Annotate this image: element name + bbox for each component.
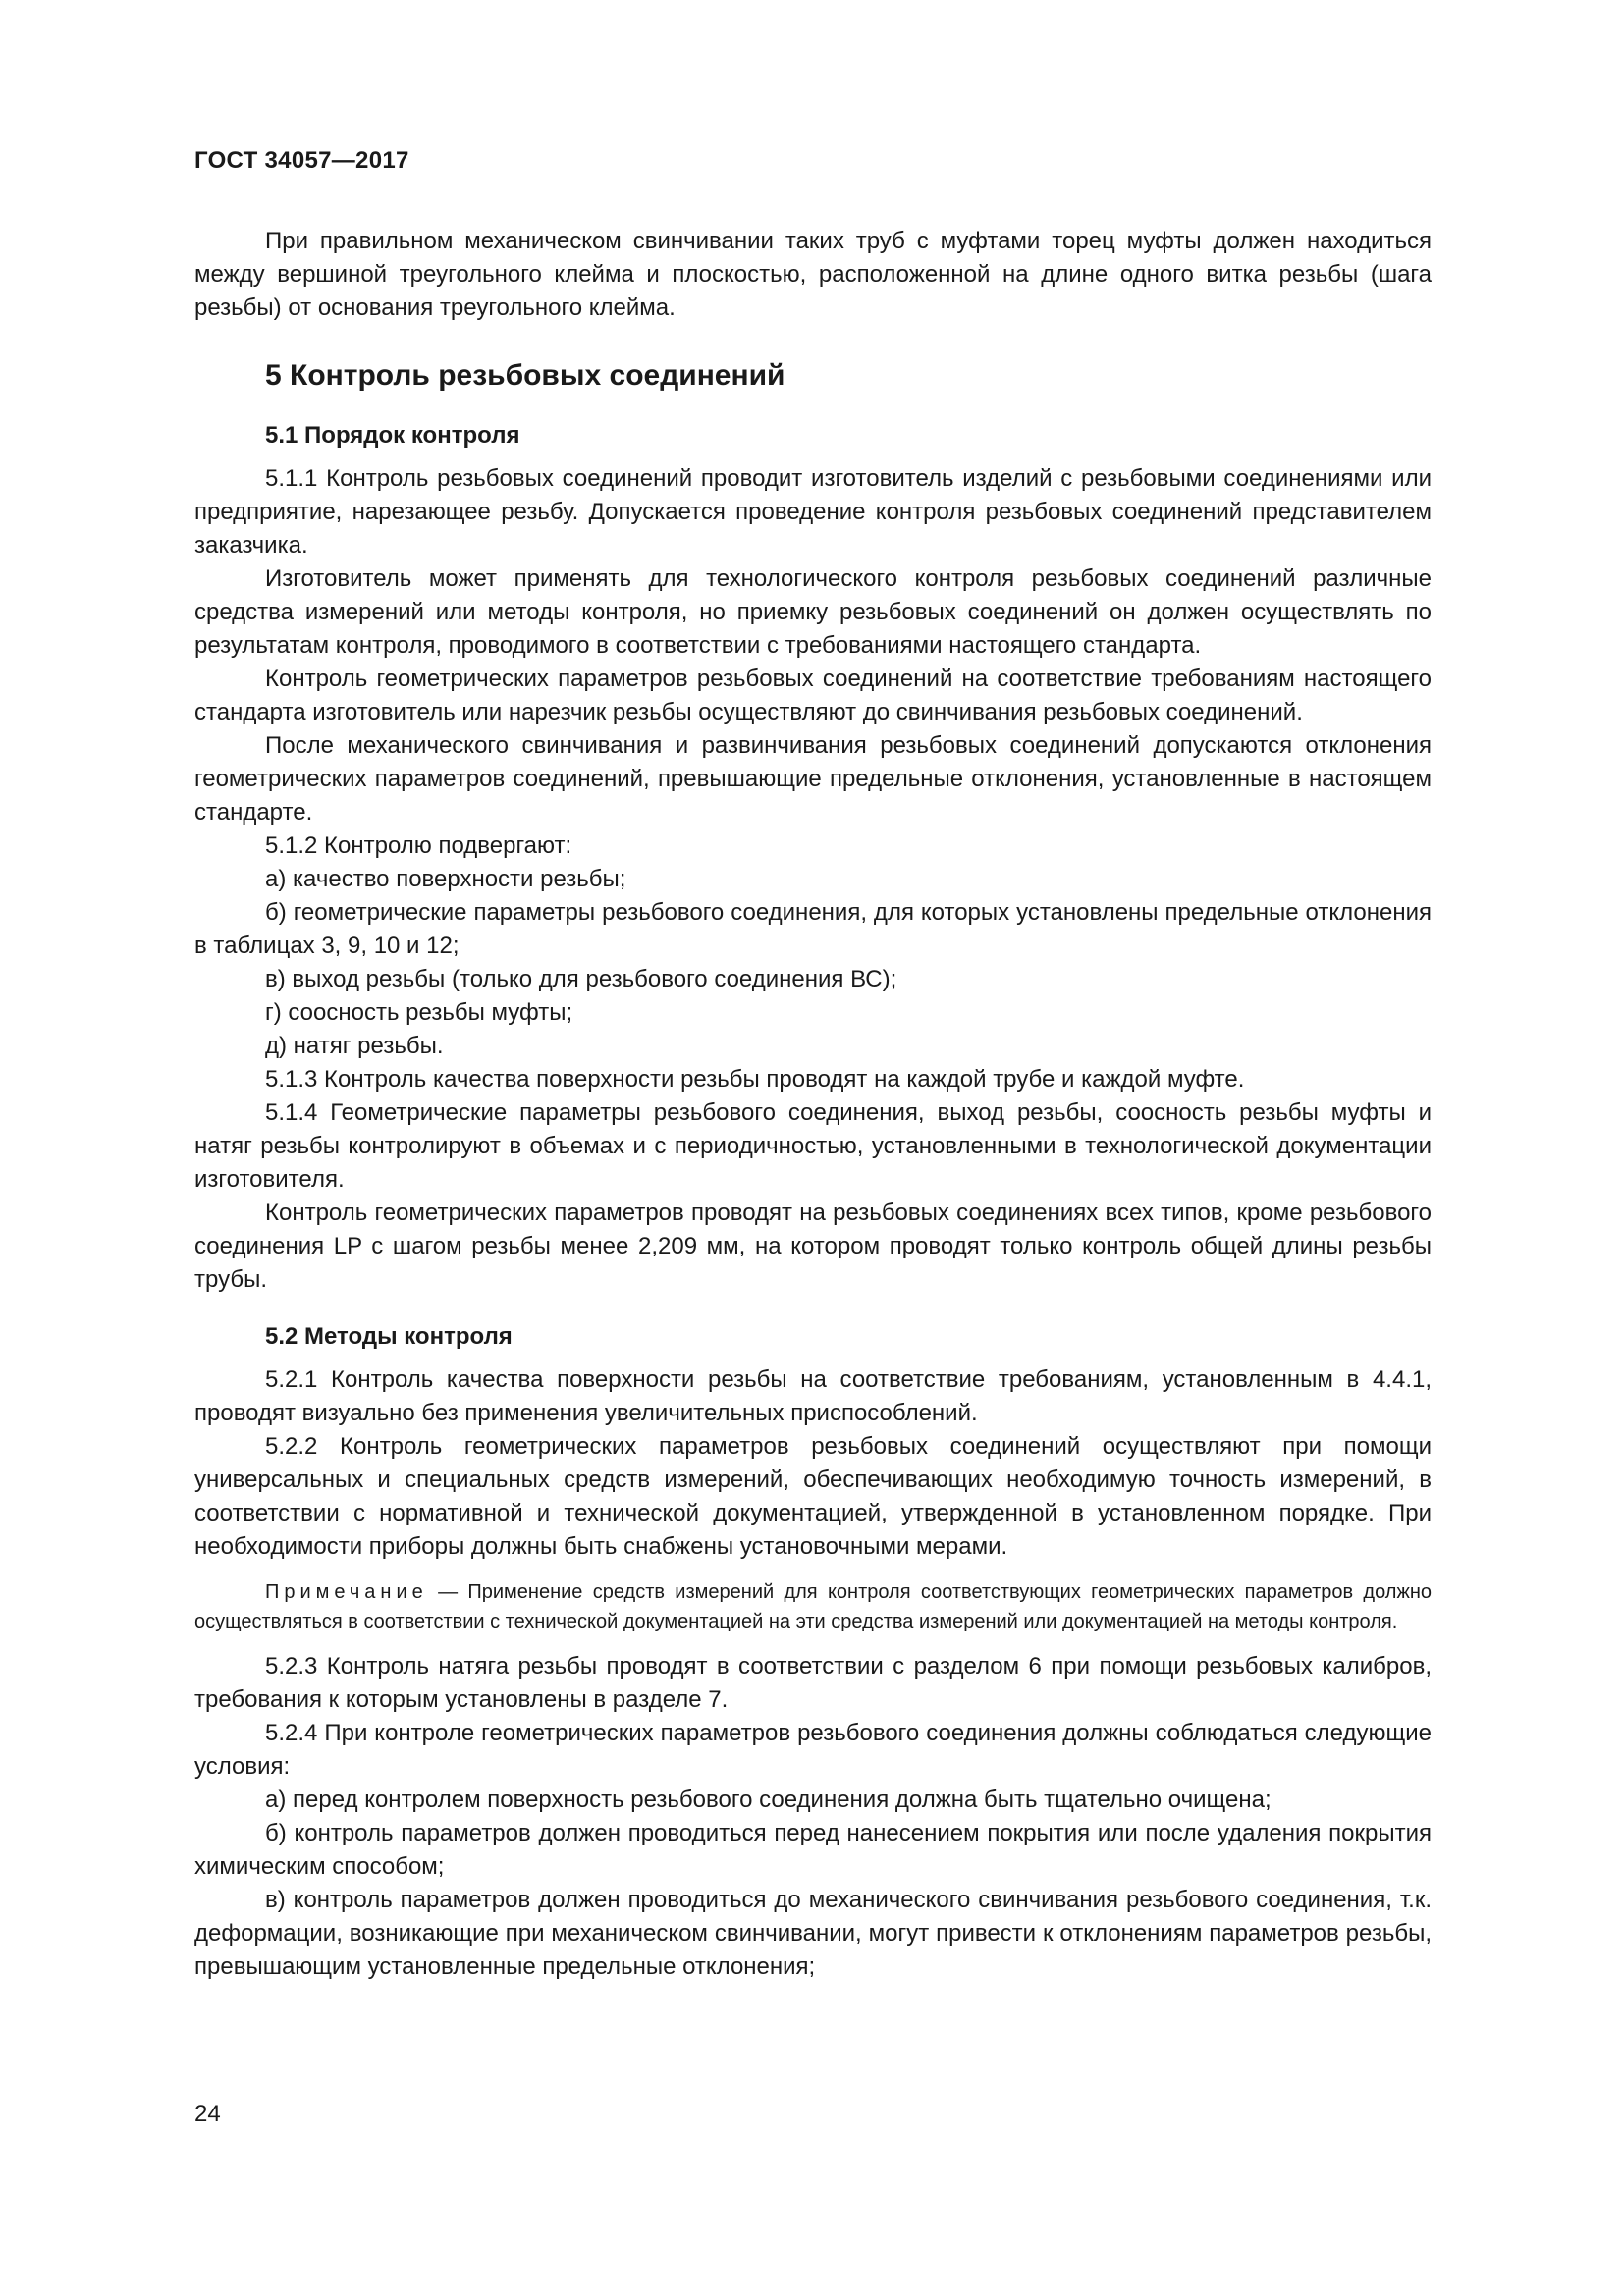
- list-item-g: г) соосность резьбы муфты;: [265, 999, 573, 1026]
- document-body: [194, 225, 1432, 1984]
- subsection-title-5-2: 5.2 Методы контроля: [265, 1323, 513, 1350]
- paragraph-5-1-2: 5.1.2 Контролю подвергают:: [265, 832, 572, 859]
- paragraph-5-2-2: 5.2.2 Контроль геометрических параметров резьбовых соединений осуществляют при помощи универсальных и специальных средств измерений, обеспечивающих необходимую точность измерений, в соответствии с нормативной и технической документацией, утвержденной в установленном порядке. При необходимости приборы должны быть снабжены установочными мерами.: [194, 1433, 1432, 1560]
- paragraph-5-1-4: 5.1.4 Геометрические параметры резьбового соединения, выход резьбы, соосность резьбы муфты и натяг резьбы контролируют в объемах и с периодичностью, установленными в технологической документации изготовителя.: [194, 1099, 1432, 1193]
- condition-v: в) контроль параметров должен проводиться до механического свинчивания резьбового соединения, т.к. деформации, возникающие при механическом свинчивании, могут привести к отклонениям параметров резьбы, превышающим установленные предельные отклонения;: [194, 1887, 1432, 1980]
- note-label: Примечание: [265, 1581, 428, 1603]
- condition-a: а) перед контролем поверхность резьбового соединения должна быть тщательно очищена;: [265, 1787, 1272, 1813]
- list-item-a: а) качество поверхности резьбы;: [265, 866, 626, 892]
- paragraph: Контроль геометрических параметров резьбовых соединений на соответствие требованиям настоящего стандарта изготовитель или нарезчик резьбы осуществляют до свинчивания резьбовых соединений.: [194, 666, 1432, 725]
- paragraph-5-2-1: 5.2.1 Контроль качества поверхности резьбы на соответствие требованиям, установленным в 4.4.1, проводят визуально без применения увеличительных приспособлений.: [194, 1366, 1432, 1426]
- paragraph: Контроль геометрических параметров проводят на резьбовых соединениях всех типов, кроме резьбового соединения LP с шагом резьбы менее 2,209 мм, на котором проводят только контроль общей длины резьбы трубы.: [194, 1200, 1432, 1293]
- condition-b: б) контроль параметров должен проводиться перед нанесением покрытия или после удаления покрытия химическим способом;: [194, 1820, 1432, 1880]
- list-item-b: б) геометрические параметры резьбового соединения, для которых установлены предельные отклонения в таблицах 3, 9, 10 и 12;: [194, 899, 1432, 959]
- page-number: 24: [194, 2101, 221, 2127]
- section-title: 5 Контроль резьбовых соединений: [265, 359, 785, 392]
- intro-paragraph: При правильном механическом свинчивании таких труб с муфтами торец муфты должен находиться между вершиной треугольного клейма и плоскостью, расположенной на длине одного витка резьбы (шага резьбы) от основания треугольного клейма.: [194, 228, 1432, 321]
- note: [194, 1577, 1432, 1636]
- list-item-v: в) выход резьбы (только для резьбового соединения ВС);: [265, 966, 897, 992]
- paragraph: После механического свинчивания и развинчивания резьбовых соединений допускаются отклонения геометрических параметров соединений, превышающие предельные отклонения, установленные в настоящем стандарте.: [194, 732, 1432, 826]
- paragraph-5-1-3: 5.1.3 Контроль качества поверхности резьбы проводят на каждой трубе и каждой муфте.: [265, 1066, 1245, 1093]
- paragraph-5-2-4: 5.2.4 При контроле геометрических параметров резьбового соединения должны соблюдаться следующие условия:: [194, 1720, 1432, 1780]
- standard-header: ГОСТ 34057—2017: [194, 147, 409, 174]
- paragraph: Изготовитель может применять для технологического контроля резьбовых соединений различные средства измерений или методы контроля, но приемку резьбовых соединений он должен осуществлять по результатам контроля, проводимого в соответствии с требованиями настоящего стандарта.: [194, 565, 1432, 659]
- subsection-title-5-1: 5.1 Порядок контроля: [265, 422, 520, 449]
- list-item-d: д) натяг резьбы.: [265, 1033, 444, 1059]
- paragraph-5-1-1: 5.1.1 Контроль резьбовых соединений проводит изготовитель изделий с резьбовыми соединениями или предприятие, нарезающее резьбу. Допускается проведение контроля резьбовых соединений представителем заказчика.: [194, 465, 1432, 559]
- note-text: — Применение средств измерений для контроля соответствующих геометрических параметров должно осуществляться в соответствии с технической документацией на эти средства измерений или документацией на методы контроля.: [194, 1581, 1432, 1632]
- paragraph-5-2-3: 5.2.3 Контроль натяга резьбы проводят в соответствии с разделом 6 при помощи резьбовых калибров, требования к которым установлены в разделе 7.: [194, 1653, 1432, 1713]
